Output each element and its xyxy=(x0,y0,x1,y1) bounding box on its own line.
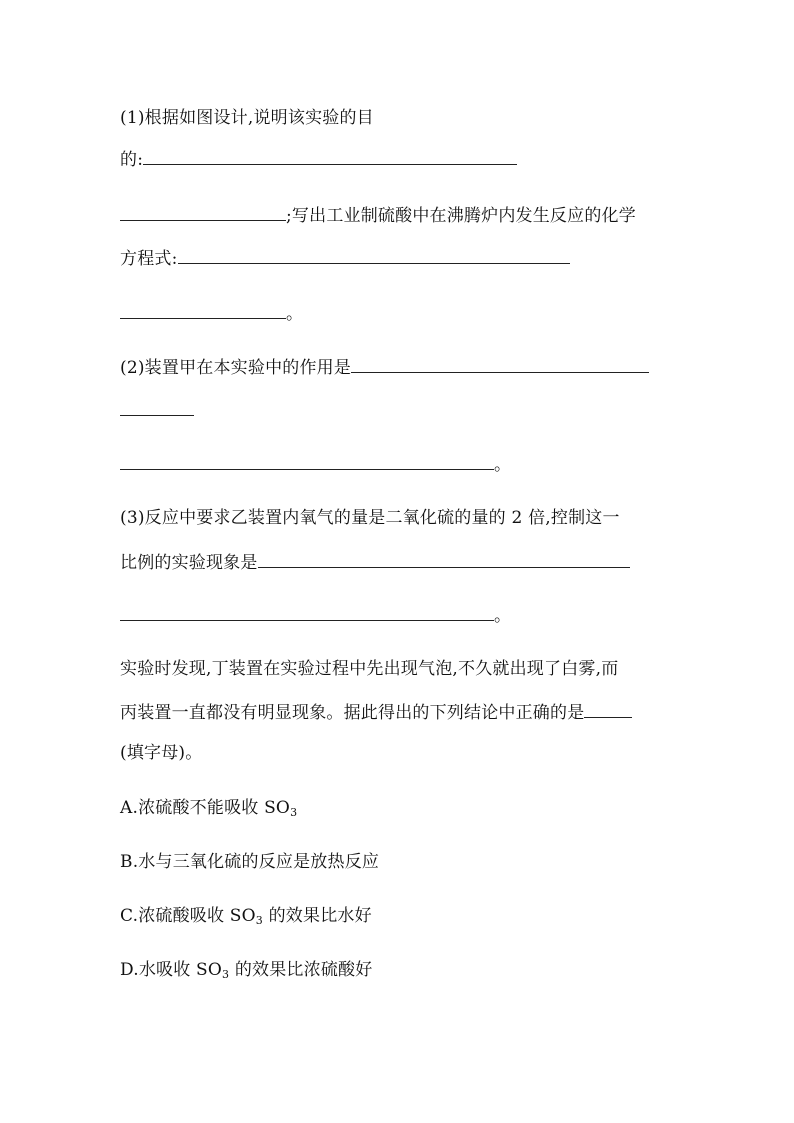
option-d xyxy=(120,958,372,982)
q1-text-3: ;写出工业制硫酸中在沸腾炉内发生反应的化学 xyxy=(286,206,636,226)
option-c-text: C.浓硫酸吸收 SO xyxy=(120,906,256,926)
q4-line-3 xyxy=(120,741,202,765)
q2-line-3 xyxy=(120,452,511,477)
option-c-text-tail: 的效果比水好 xyxy=(263,906,372,926)
q1-line-1 xyxy=(120,106,374,130)
q3-line-3 xyxy=(120,603,511,628)
q1-line-4 xyxy=(120,246,570,271)
q3-answer-blank[interactable] xyxy=(258,550,630,568)
option-c-subscript: 3 xyxy=(255,914,263,927)
q4-text-2: 丙装置一直都没有明显现象。据此得出的下列结论中正确的是 xyxy=(120,703,585,723)
q1-text-5: 。 xyxy=(286,304,304,324)
q4-line-2 xyxy=(120,700,632,725)
q3-answer-blank-cont[interactable] xyxy=(120,603,494,621)
q3-text-1: (3)反应中要求乙装置内氧气的量是二氧化硫的量的 2 倍,控制这一 xyxy=(120,508,620,528)
option-a-subscript: 3 xyxy=(290,806,298,819)
q2-answer-blank[interactable] xyxy=(351,355,649,373)
q1-text-4: 方程式: xyxy=(120,249,178,269)
q1-answer-blank-purpose[interactable] xyxy=(143,147,517,165)
q3-text-2: 比例的实验现象是 xyxy=(120,553,258,573)
option-b-text: B.水与三氧化硫的反应是放热反应 xyxy=(120,852,380,872)
q3-line-1 xyxy=(120,506,620,530)
q2-line-2 xyxy=(120,398,194,423)
q3-line-2 xyxy=(120,550,630,575)
q2-text-3: 。 xyxy=(494,455,512,475)
q4-text-1: 实验时发现,丁装置在实验过程中先出现气泡,不久就出现了白雾,而 xyxy=(120,659,619,679)
q2-answer-blank-cont[interactable] xyxy=(120,398,194,416)
q4-answer-blank[interactable] xyxy=(584,700,632,718)
q1-answer-blank-purpose-cont[interactable] xyxy=(120,203,286,221)
option-a-text: A.浓硫酸不能吸收 SO xyxy=(120,798,291,818)
option-c xyxy=(120,904,372,928)
option-a xyxy=(120,796,297,820)
option-d-text-tail: 的效果比浓硫酸好 xyxy=(229,960,373,980)
q2-answer-blank-cont-2[interactable] xyxy=(120,452,494,470)
q1-text-2: 的: xyxy=(120,150,144,170)
q1-line-5 xyxy=(120,301,303,326)
q4-text-3: (填字母)。 xyxy=(120,743,203,763)
option-d-subscript: 3 xyxy=(222,968,230,981)
q3-text-3: 。 xyxy=(494,606,512,626)
q1-answer-blank-equation[interactable] xyxy=(178,246,570,264)
q4-line-1 xyxy=(120,657,618,681)
option-d-text: D.水吸收 SO xyxy=(120,960,223,980)
q2-text-1: (2)装置甲在本实验中的作用是 xyxy=(120,358,352,378)
q1-text-1: (1)根据如图设计,说明该实验的目 xyxy=(120,108,374,128)
q1-line-3 xyxy=(120,203,636,228)
q2-line-1 xyxy=(120,355,649,380)
q1-answer-blank-equation-cont[interactable] xyxy=(120,301,286,319)
option-b xyxy=(120,850,379,874)
q1-line-2 xyxy=(120,147,517,172)
